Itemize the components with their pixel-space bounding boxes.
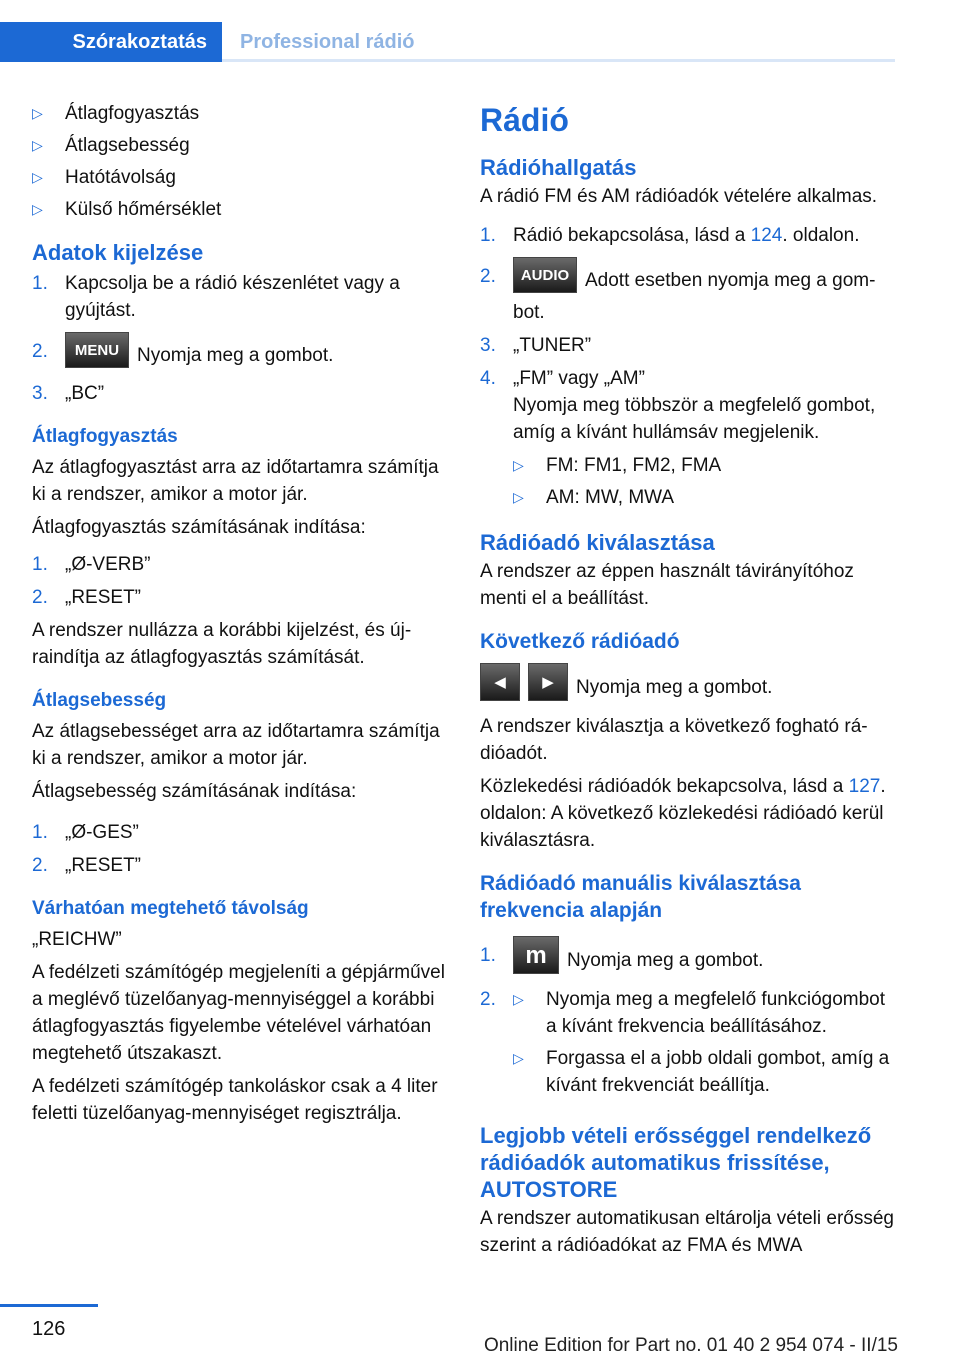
tab-szorakoztatas[interactable]: Szórakoztatás	[0, 22, 222, 62]
heading-atlagsebesseg: Átlagsebesség	[32, 690, 167, 711]
paragraph: Közlekedési rádióadók bekapcsolva, lásd a 127. oldalon: A következő közlekedési rádióadó kerül kiválasztásra.	[480, 776, 886, 851]
m-button-image: m	[513, 936, 559, 974]
paragraph: A rendszer kiválasztja a következő fogható rádióadót.	[480, 716, 868, 764]
heading-manualis-kivalasztas: Rádióadó manuális kiválasztása frekvencia alapján	[480, 872, 801, 922]
step: 1. Rádió bekapcsolása, lásd a 124. oldalon.	[480, 225, 860, 246]
audio-button-image: AUDIO	[513, 257, 577, 293]
paragraph: Átlagfogyasztás számításának indítása:	[32, 517, 366, 538]
page-link-127[interactable]: 127	[848, 776, 881, 797]
list-item: ▷ Hatótávolság	[32, 164, 450, 191]
heading-autostore: Legjobb vételi erősséggel rendelkező rádióadók automatikus frissítése, AUTOSTORE	[480, 1123, 872, 1202]
step: 1. „Ø-GES”	[32, 822, 139, 843]
paragraph: A rádió FM és AM rádióadók vételére alkalmas.	[480, 186, 878, 207]
step: 1. „Ø-VERB”	[32, 554, 151, 575]
triangle-bullet-icon: ▷	[32, 137, 43, 153]
paragraph: Átlagsebesség számításának indítása:	[32, 781, 357, 802]
list-item: ▷ Átlagfogyasztás	[32, 100, 450, 127]
heading-radiohallgatas: Rádióhallgatás	[480, 155, 637, 180]
heading-kovetkezo-radioado: Következő rádióadó	[480, 630, 680, 653]
paragraph: „REICHW”	[32, 929, 122, 950]
menu-button-image: MENU	[65, 332, 129, 368]
list-item: ▷ FM: FM1, FM2, FMA	[480, 452, 900, 479]
paragraph: Az átlagfogyasztást arra az időtartamra számítja ki a rendszer, amikor a motor jár.	[32, 457, 439, 505]
paragraph: A rendszer nullázza a korábbi kijelzést, és újraindítja az átlagfogyasztás számítását.	[32, 620, 412, 668]
paragraph: ◀ ▶ Nyomja meg a gombot.	[480, 669, 900, 707]
paragraph: A fedélzeti számítógép tankoláskor csak a 4 liter feletti tüzelőanyag-mennyiséget regisztrálja.	[32, 1076, 438, 1124]
list-item: ▷ Külső hőmérséklet	[32, 196, 450, 223]
heading-varhato-tavolsag: Várhatóan megtehető távolság	[32, 898, 309, 919]
list-item: ▷ Forgassa el a jobb oldali gombot, amíg a kívánt frekvenciát beállítja.	[513, 1045, 900, 1099]
paragraph: A rendszer az éppen használt távirányítóhoz menti el a beállítást.	[480, 561, 854, 609]
right-column	[480, 100, 900, 1265]
edition-note: Online Edition for Part no. 01 40 2 954 074 - II/15	[483, 1335, 898, 1356]
triangle-bullet-icon: ▷	[32, 169, 43, 185]
step: 2. „RESET”	[32, 587, 141, 608]
prev-arrow-icon: ◀	[480, 663, 520, 701]
step: 1. Kapcsolja be a rádió készenlétet vagy a gyújtást.	[32, 273, 400, 321]
step: 2. AUDIO Adott esetben nyomja meg a gombot.	[480, 263, 900, 326]
step: 3. „BC”	[32, 383, 105, 404]
page-number: 126	[32, 1318, 66, 1340]
step: 2. ▷ Nyomja meg a megfelelő funkciógombot a kívánt frekvencia beállításához. ▷ Forgassa el a jobb oldali gombot, amíg a kívánt frekvenciát beállítja.	[480, 986, 900, 1104]
paragraph: A rendszer automatikusan eltárolja vételi erősség szerint a rádióadókat az FMA és MWA	[480, 1208, 895, 1256]
step: 3. „TUNER”	[480, 335, 592, 356]
triangle-bullet-icon: ▷	[32, 201, 43, 217]
triangle-bullet-icon: ▷	[513, 991, 524, 1007]
header-tabs	[0, 22, 895, 62]
list-item: ▷ Nyomja meg a megfelelő funkciógombot a kívánt frekvencia beállításához.	[513, 986, 900, 1040]
footer-rule	[0, 1304, 98, 1307]
step: 4. „FM” vagy „AM” Nyomja meg többször a megfelelő gombot, amíg a kívánt hullámsáv megjelenik.	[480, 368, 876, 443]
triangle-bullet-icon: ▷	[32, 105, 43, 121]
triangle-bullet-icon: ▷	[513, 1050, 524, 1066]
list-item: ▷ Átlagsebesség	[32, 132, 450, 159]
step: 2. MENU Nyomja meg a gombot.	[32, 338, 450, 374]
triangle-bullet-icon: ▷	[513, 457, 524, 473]
heading-adatok-kijelzese: Adatok kijelzése	[32, 240, 204, 265]
left-column	[32, 100, 450, 1133]
heading-atlagfogyasztas: Átlagfogyasztás	[32, 426, 178, 447]
paragraph: A fedélzeti számítógép megjeleníti a gépjárművel a meglévő tüzelőanyag-mennyiséggel a korábbi átlagfogyasztás figyelembe vételével várhatóan megtehető útszakaszt.	[32, 962, 445, 1064]
step: 2. „RESET”	[32, 855, 141, 876]
triangle-bullet-icon: ▷	[513, 489, 524, 505]
list-item: ▷ AM: MW, MWA	[480, 484, 900, 511]
step: 1. m Nyomja meg a gombot.	[480, 942, 900, 980]
next-arrow-icon: ▶	[528, 663, 568, 701]
paragraph: Az átlagsebességet arra az időtartamra számítja ki a rendszer, amikor a motor jár.	[32, 721, 440, 769]
page-link-124[interactable]: 124	[750, 225, 783, 246]
heading-radioado-kivalasztasa: Rádióadó kiválasztása	[480, 530, 715, 555]
tab-professional-radio[interactable]: Professional rádió	[240, 30, 415, 53]
heading-radio: Rádió	[480, 102, 569, 138]
tab-underline	[222, 59, 895, 62]
